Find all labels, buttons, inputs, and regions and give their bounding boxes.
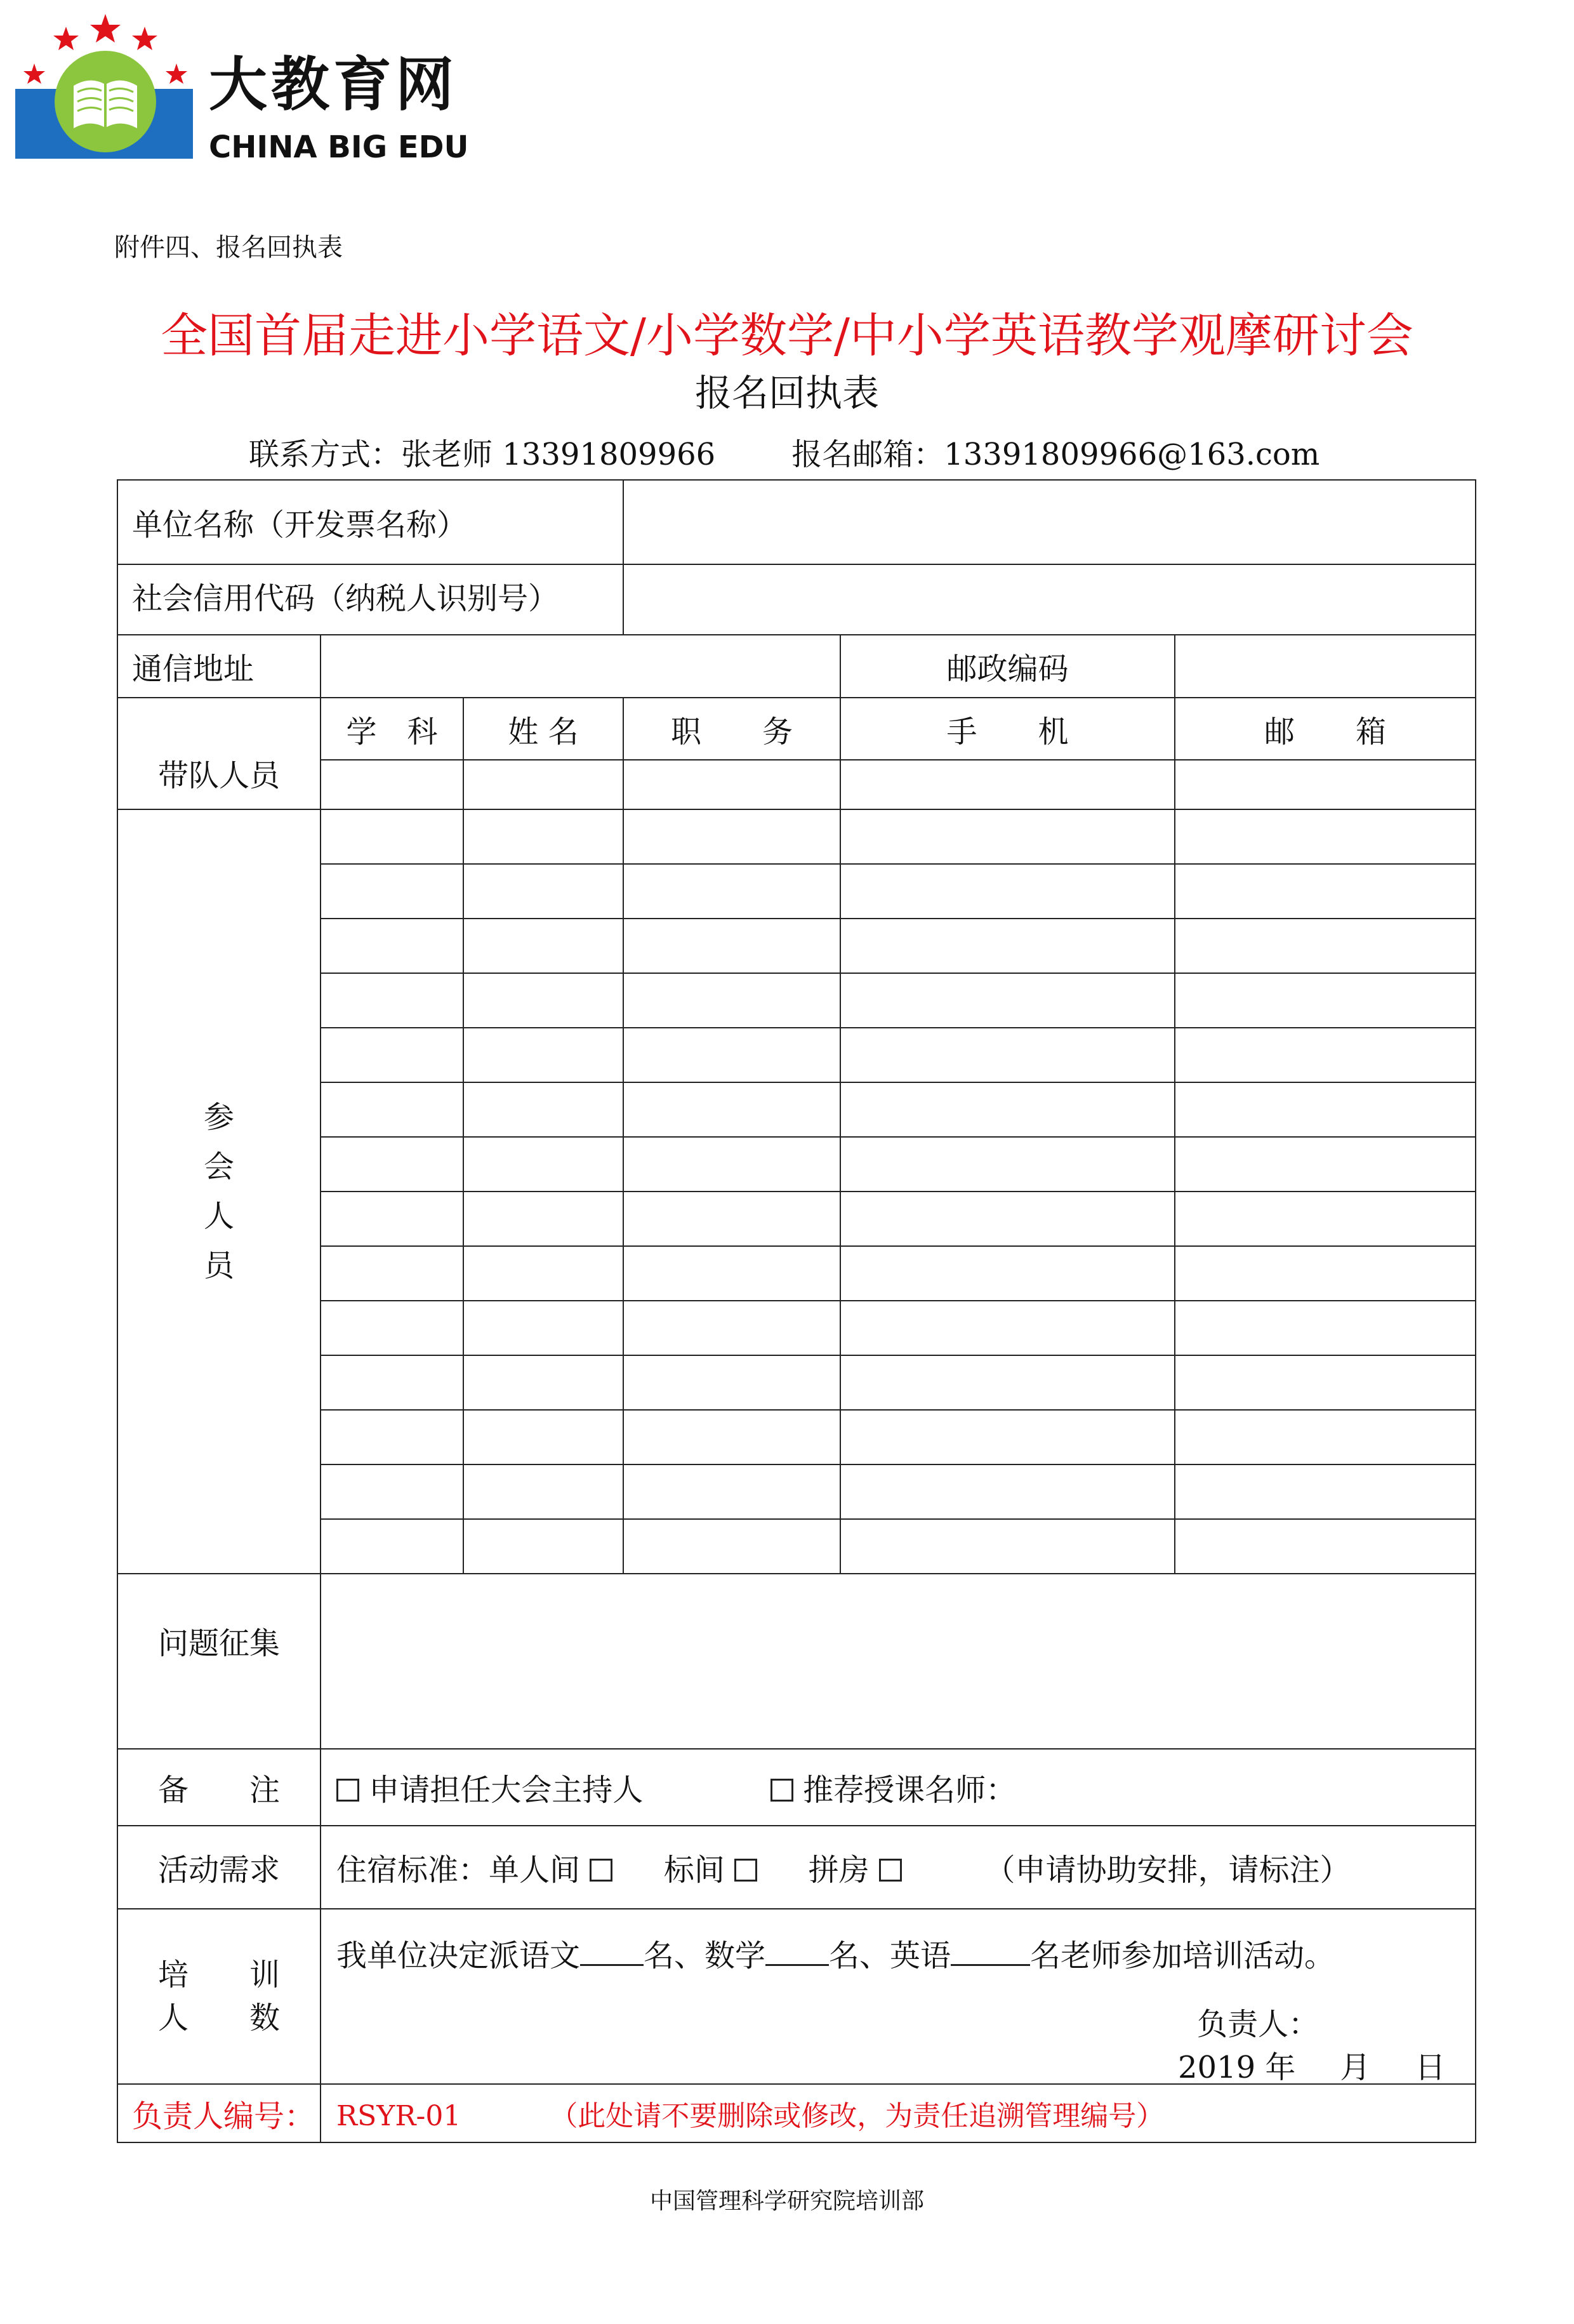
- input-cell[interactable]: [1175, 1137, 1476, 1192]
- input-cell[interactable]: [623, 1464, 840, 1519]
- training-text: 名老师参加培训活动。: [1030, 1938, 1335, 1974]
- participant-row: [117, 1028, 1476, 1082]
- input-cell[interactable]: [463, 1355, 623, 1410]
- input-cell[interactable]: [623, 809, 840, 864]
- input-cell[interactable]: [1175, 1028, 1476, 1082]
- input-cell[interactable]: [463, 809, 623, 864]
- training-label: [117, 1909, 321, 2084]
- training-text: 名、英语: [829, 1938, 951, 1974]
- training-text: 我单位决定派语文: [336, 1938, 581, 1974]
- input-cell[interactable]: [623, 1410, 840, 1464]
- input-cell[interactable]: [463, 1028, 623, 1082]
- logo-english-name: CHINA BIG EDU: [209, 129, 469, 165]
- participant-row: [117, 1519, 1476, 1574]
- teacher-option-label: 推荐授课名师：: [803, 1772, 1017, 1808]
- column-header: 姓 名: [463, 698, 623, 760]
- input-cell[interactable]: [840, 1192, 1175, 1246]
- standard-room-checkbox[interactable]: [734, 1859, 757, 1882]
- date-year: 2019 年: [1178, 2050, 1296, 2085]
- input-cell[interactable]: [840, 1028, 1175, 1082]
- input-cell[interactable]: [463, 1410, 623, 1464]
- column-header: 手 机: [840, 698, 1175, 760]
- registration-form: [117, 479, 1476, 2143]
- contact-line: [249, 439, 1319, 470]
- participant-row: [117, 809, 1476, 864]
- remarks-label: 备 注: [117, 1749, 321, 1826]
- math-count-blank[interactable]: [765, 1939, 829, 1966]
- input-cell[interactable]: [840, 760, 1175, 809]
- column-header: 邮 箱: [1175, 698, 1476, 760]
- input-cell[interactable]: [623, 1301, 840, 1355]
- participant-row: [117, 1137, 1476, 1192]
- accommodation-options: [321, 1826, 1476, 1909]
- input-cell[interactable]: [463, 1301, 623, 1355]
- chinese-count-blank[interactable]: [580, 1939, 644, 1966]
- id-content: [321, 2084, 1476, 2142]
- questions-row: [117, 1574, 1476, 1749]
- input-cell[interactable]: [623, 1192, 840, 1246]
- unit-name-field[interactable]: [623, 480, 1476, 564]
- leader-row: [117, 760, 1476, 809]
- date-day: 日: [1415, 2050, 1446, 2085]
- date-month: 月: [1340, 2050, 1371, 2085]
- single-room-label: 单人间: [489, 1852, 581, 1888]
- participant-row: [117, 1355, 1476, 1410]
- credit-code-label: 社会信用代码（纳税人识别号）: [117, 564, 623, 635]
- postcode-field[interactable]: [1175, 635, 1476, 698]
- input-cell[interactable]: [321, 1246, 463, 1301]
- activity-row: [117, 1826, 1476, 1909]
- training-text: 名、数学: [644, 1938, 766, 1974]
- questions-label: 问题征集: [117, 1574, 321, 1749]
- responsible-signature: 负责人：: [1197, 2007, 1319, 2042]
- shared-room-checkbox[interactable]: [879, 1859, 902, 1882]
- input-cell[interactable]: [321, 1137, 463, 1192]
- participants-label-char: 参: [203, 1099, 234, 1135]
- participant-row: [117, 973, 1476, 1028]
- input-cell[interactable]: [321, 1192, 463, 1246]
- input-cell[interactable]: [321, 1301, 463, 1355]
- training-label-line: 人 数: [157, 2000, 280, 2036]
- leader-label: 带队人员: [117, 698, 321, 809]
- remarks-row: [117, 1749, 1476, 1826]
- credit-code-row: [117, 564, 1476, 635]
- input-cell[interactable]: [623, 1246, 840, 1301]
- input-cell[interactable]: [1175, 1355, 1476, 1410]
- participant-row: [117, 919, 1476, 973]
- input-cell[interactable]: [463, 760, 623, 809]
- input-cell[interactable]: [623, 1519, 840, 1574]
- open-book-with-stars-icon: [15, 13, 206, 165]
- input-cell[interactable]: [1175, 919, 1476, 973]
- single-room-checkbox[interactable]: [590, 1859, 612, 1882]
- input-cell[interactable]: [463, 1464, 623, 1519]
- questions-field[interactable]: [321, 1574, 1476, 1749]
- input-cell[interactable]: [623, 919, 840, 973]
- input-cell[interactable]: [840, 809, 1175, 864]
- input-cell[interactable]: [1175, 1082, 1476, 1137]
- column-header: 学 科: [321, 698, 463, 760]
- id-label: 负责人编号：: [117, 2084, 321, 2142]
- input-cell[interactable]: [321, 864, 463, 919]
- input-cell[interactable]: [1175, 1246, 1476, 1301]
- participant-row: [117, 1246, 1476, 1301]
- input-cell[interactable]: [623, 1355, 840, 1410]
- input-cell[interactable]: [623, 864, 840, 919]
- input-cell[interactable]: [321, 809, 463, 864]
- input-cell[interactable]: [1175, 864, 1476, 919]
- input-cell[interactable]: [840, 1464, 1175, 1519]
- input-cell[interactable]: [321, 973, 463, 1028]
- logo-chinese-name: 大教育网: [209, 51, 458, 119]
- english-count-blank[interactable]: [951, 1939, 1030, 1966]
- input-cell[interactable]: [321, 1028, 463, 1082]
- column-header-row: [117, 698, 1476, 760]
- input-cell[interactable]: [840, 1410, 1175, 1464]
- input-cell[interactable]: [840, 1246, 1175, 1301]
- address-row: [117, 635, 1476, 698]
- participant-row: [117, 864, 1476, 919]
- input-cell[interactable]: [623, 1082, 840, 1137]
- input-cell[interactable]: [840, 1301, 1175, 1355]
- logo: [15, 13, 469, 165]
- input-cell[interactable]: [463, 919, 623, 973]
- training-row: [117, 1909, 1476, 2084]
- shared-room-label: 拼房: [808, 1852, 870, 1888]
- input-cell[interactable]: [321, 760, 463, 809]
- participant-row: [117, 1192, 1476, 1246]
- input-cell[interactable]: [321, 1082, 463, 1137]
- credit-code-field[interactable]: [623, 564, 1476, 635]
- input-cell[interactable]: [321, 1519, 463, 1574]
- input-cell[interactable]: [463, 1137, 623, 1192]
- input-cell[interactable]: [1175, 1192, 1476, 1246]
- accommodation-note: （申请协助安排，请标注）: [984, 1852, 1351, 1888]
- input-cell[interactable]: [463, 1082, 623, 1137]
- input-cell[interactable]: [1175, 760, 1476, 809]
- input-cell[interactable]: [321, 1355, 463, 1410]
- input-cell[interactable]: [463, 1192, 623, 1246]
- input-cell[interactable]: [1175, 809, 1476, 864]
- remarks-options: [321, 1749, 1476, 1826]
- postcode-label: 邮政编码: [840, 635, 1175, 698]
- column-header: 职 务: [623, 698, 840, 760]
- participants-label: [117, 809, 321, 1574]
- signature-date: [1178, 2043, 1445, 2087]
- input-cell[interactable]: [1175, 1410, 1476, 1464]
- participants-label-char: 员: [203, 1248, 234, 1284]
- input-cell[interactable]: [321, 919, 463, 973]
- input-cell[interactable]: [840, 1082, 1175, 1137]
- unit-name-row: [117, 480, 1476, 564]
- input-cell[interactable]: [1175, 1464, 1476, 1519]
- input-cell[interactable]: [1175, 1519, 1476, 1574]
- participants-label-char: 会: [203, 1149, 234, 1185]
- input-cell[interactable]: [623, 760, 840, 809]
- training-content: [321, 1909, 1476, 2084]
- participant-row: [117, 1082, 1476, 1137]
- contact-phone: 联系方式：张老师 13391809966: [249, 437, 716, 472]
- input-cell[interactable]: [1175, 973, 1476, 1028]
- input-cell[interactable]: [321, 1464, 463, 1519]
- input-cell[interactable]: [463, 973, 623, 1028]
- participants-label-char: 人: [203, 1199, 234, 1234]
- footer-organization: 中国管理科学研究院培训部: [649, 2188, 924, 2214]
- input-cell[interactable]: [321, 1410, 463, 1464]
- document-subtitle: 报名回执表: [694, 371, 879, 415]
- input-cell[interactable]: [840, 1519, 1175, 1574]
- id-row: [117, 2084, 1476, 2142]
- id-value: RSYR-01: [336, 2100, 461, 2132]
- input-cell[interactable]: [840, 864, 1175, 919]
- training-sentence: [336, 1931, 1335, 1975]
- address-field[interactable]: [321, 635, 840, 698]
- input-cell[interactable]: [840, 973, 1175, 1028]
- input-cell[interactable]: [1175, 1301, 1476, 1355]
- training-label-line: 培 训: [157, 1957, 280, 1993]
- standard-room-label: 标间: [663, 1852, 725, 1888]
- input-cell[interactable]: [840, 1355, 1175, 1410]
- activity-label: 活动需求: [117, 1826, 321, 1909]
- input-cell[interactable]: [463, 864, 623, 919]
- participant-row: [117, 1301, 1476, 1355]
- participant-row: [117, 1410, 1476, 1464]
- host-checkbox[interactable]: [336, 1779, 359, 1802]
- id-note: （此处请不要删除或修改，为责任追溯管理编号）: [550, 2100, 1165, 2132]
- input-cell[interactable]: [463, 1246, 623, 1301]
- input-cell[interactable]: [623, 1028, 840, 1082]
- input-cell[interactable]: [623, 1137, 840, 1192]
- input-cell[interactable]: [463, 1519, 623, 1574]
- attachment-label: 附件四、报名回执表: [114, 233, 343, 262]
- contact-email: 报名邮箱：13391809966@163.com: [791, 437, 1320, 472]
- unit-name-label: 单位名称（开发票名称）: [117, 480, 623, 564]
- document-title: 全国首届走进小学语文/小学数学/中小学英语教学观摩研讨会: [161, 309, 1413, 363]
- input-cell[interactable]: [840, 1137, 1175, 1192]
- host-option-label: 申请担任大会主持人: [369, 1772, 644, 1808]
- participant-row: [117, 1464, 1476, 1519]
- address-label: 通信地址: [117, 635, 321, 698]
- input-cell[interactable]: [840, 919, 1175, 973]
- accommodation-prefix: 住宿标准：: [336, 1852, 489, 1888]
- teacher-checkbox[interactable]: [770, 1779, 793, 1802]
- input-cell[interactable]: [623, 973, 840, 1028]
